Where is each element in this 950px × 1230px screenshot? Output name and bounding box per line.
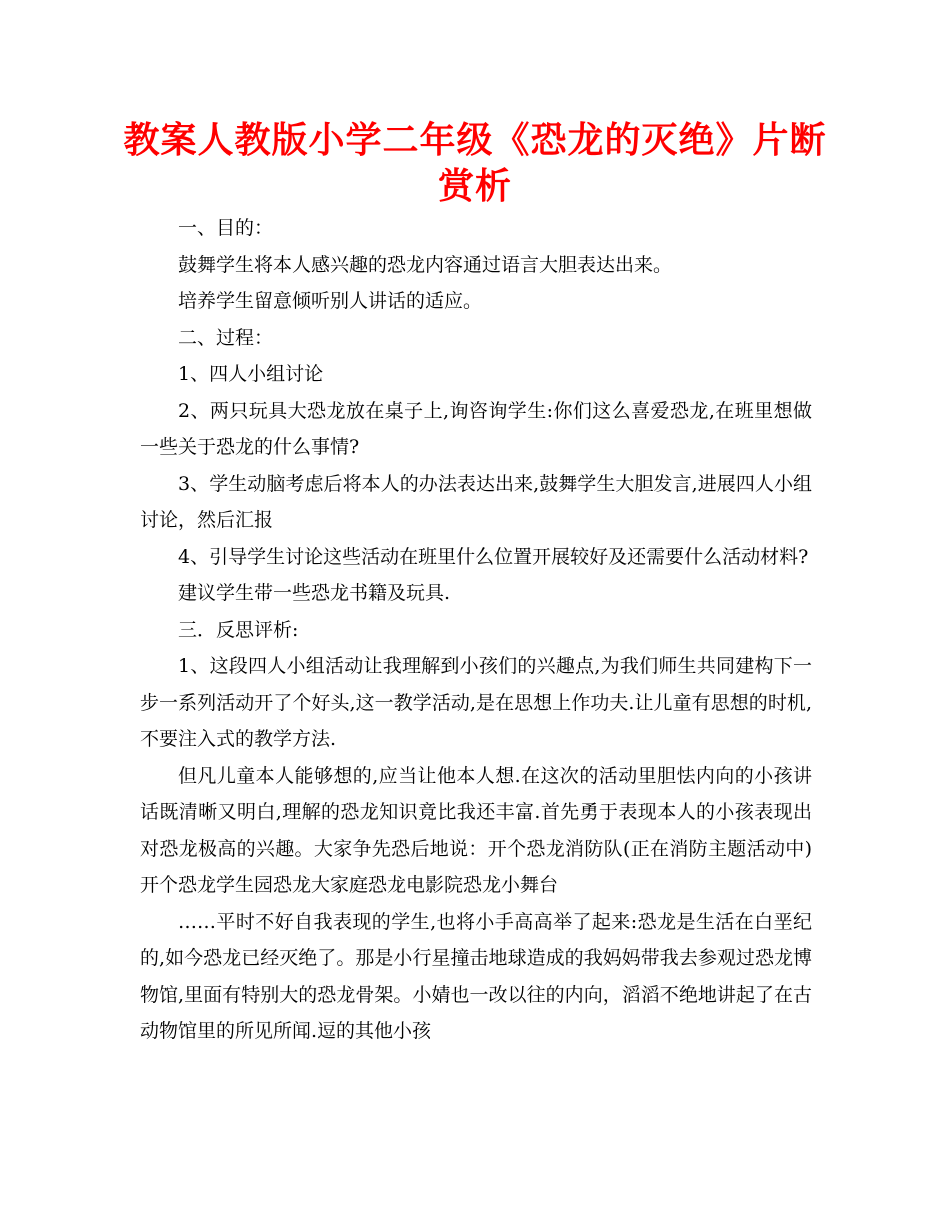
paragraph: 1、四人小组讨论	[178, 363, 324, 385]
paragraph: 3、学生动脑考虑后将本人的办法表达出来,鼓舞学生大胆发言,进展四人小组讨论，然后汇报	[140, 472, 812, 531]
paragraph: 但凡儿童本人能够想的,应当让他本人想.在这次的活动里胆怯内向的小孩讲话既清晰又明白,理解的恐龙知识竟比我还丰富.首先勇于表现本人的小孩表现出对恐龙极高的兴趣。大家争先恐后地说：开个恐龙消防队(正在消防主题活动中)开个恐龙学生园恐龙大家庭恐龙电影院恐龙小舞台	[140, 764, 812, 896]
paragraph: 4、引导学生讨论这些活动在班里什么位置开展较好及还需要什么活动材料?	[178, 545, 809, 568]
paragraph: 培养学生留意倾听别人讲话的适应。	[178, 290, 483, 312]
paragraph: 二、过程：	[178, 326, 274, 349]
paragraph: ……平时不好自我表现的学生,也将小手高高举了起来:恐龙是生活在白垩纪的,如今恐龙已经灭绝了。那是小行星撞击地球造成的我妈妈带我去参观过恐龙博物馆,里面有特别大的恐龙骨架。小婧也一改以往的内向，滔滔不绝地讲起了在古动物馆里的所见所闻.逗的其他小孩	[140, 910, 812, 1042]
paragraph: 鼓舞学生将本人感兴趣的恐龙内容通过语言大胆表达出来。	[178, 253, 673, 276]
paragraph: 三．反思评析:	[178, 618, 299, 641]
paragraph: 建议学生带一些恐龙书籍及玩具.	[178, 582, 451, 604]
paragraph: 一、目的：	[178, 217, 274, 239]
paragraph: 1、这段四人小组活动让我理解到小孩们的兴趣点,为我们师生共同建构下一步一系列活动开了个好头,这一教学活动,是在思想上作功夫.让儿童有思想的时机,不要注入式的教学方法.	[140, 655, 812, 750]
document-title: 教案人教版小学二年级《恐龙的灭绝》片断赏析	[123, 120, 827, 207]
paragraph: 2、两只玩具大恐龙放在桌子上,询咨询学生:你们这么喜爱恐龙,在班里想做一些关于恐龙的什么事情?	[140, 399, 812, 458]
document-body	[140, 210, 812, 1050]
